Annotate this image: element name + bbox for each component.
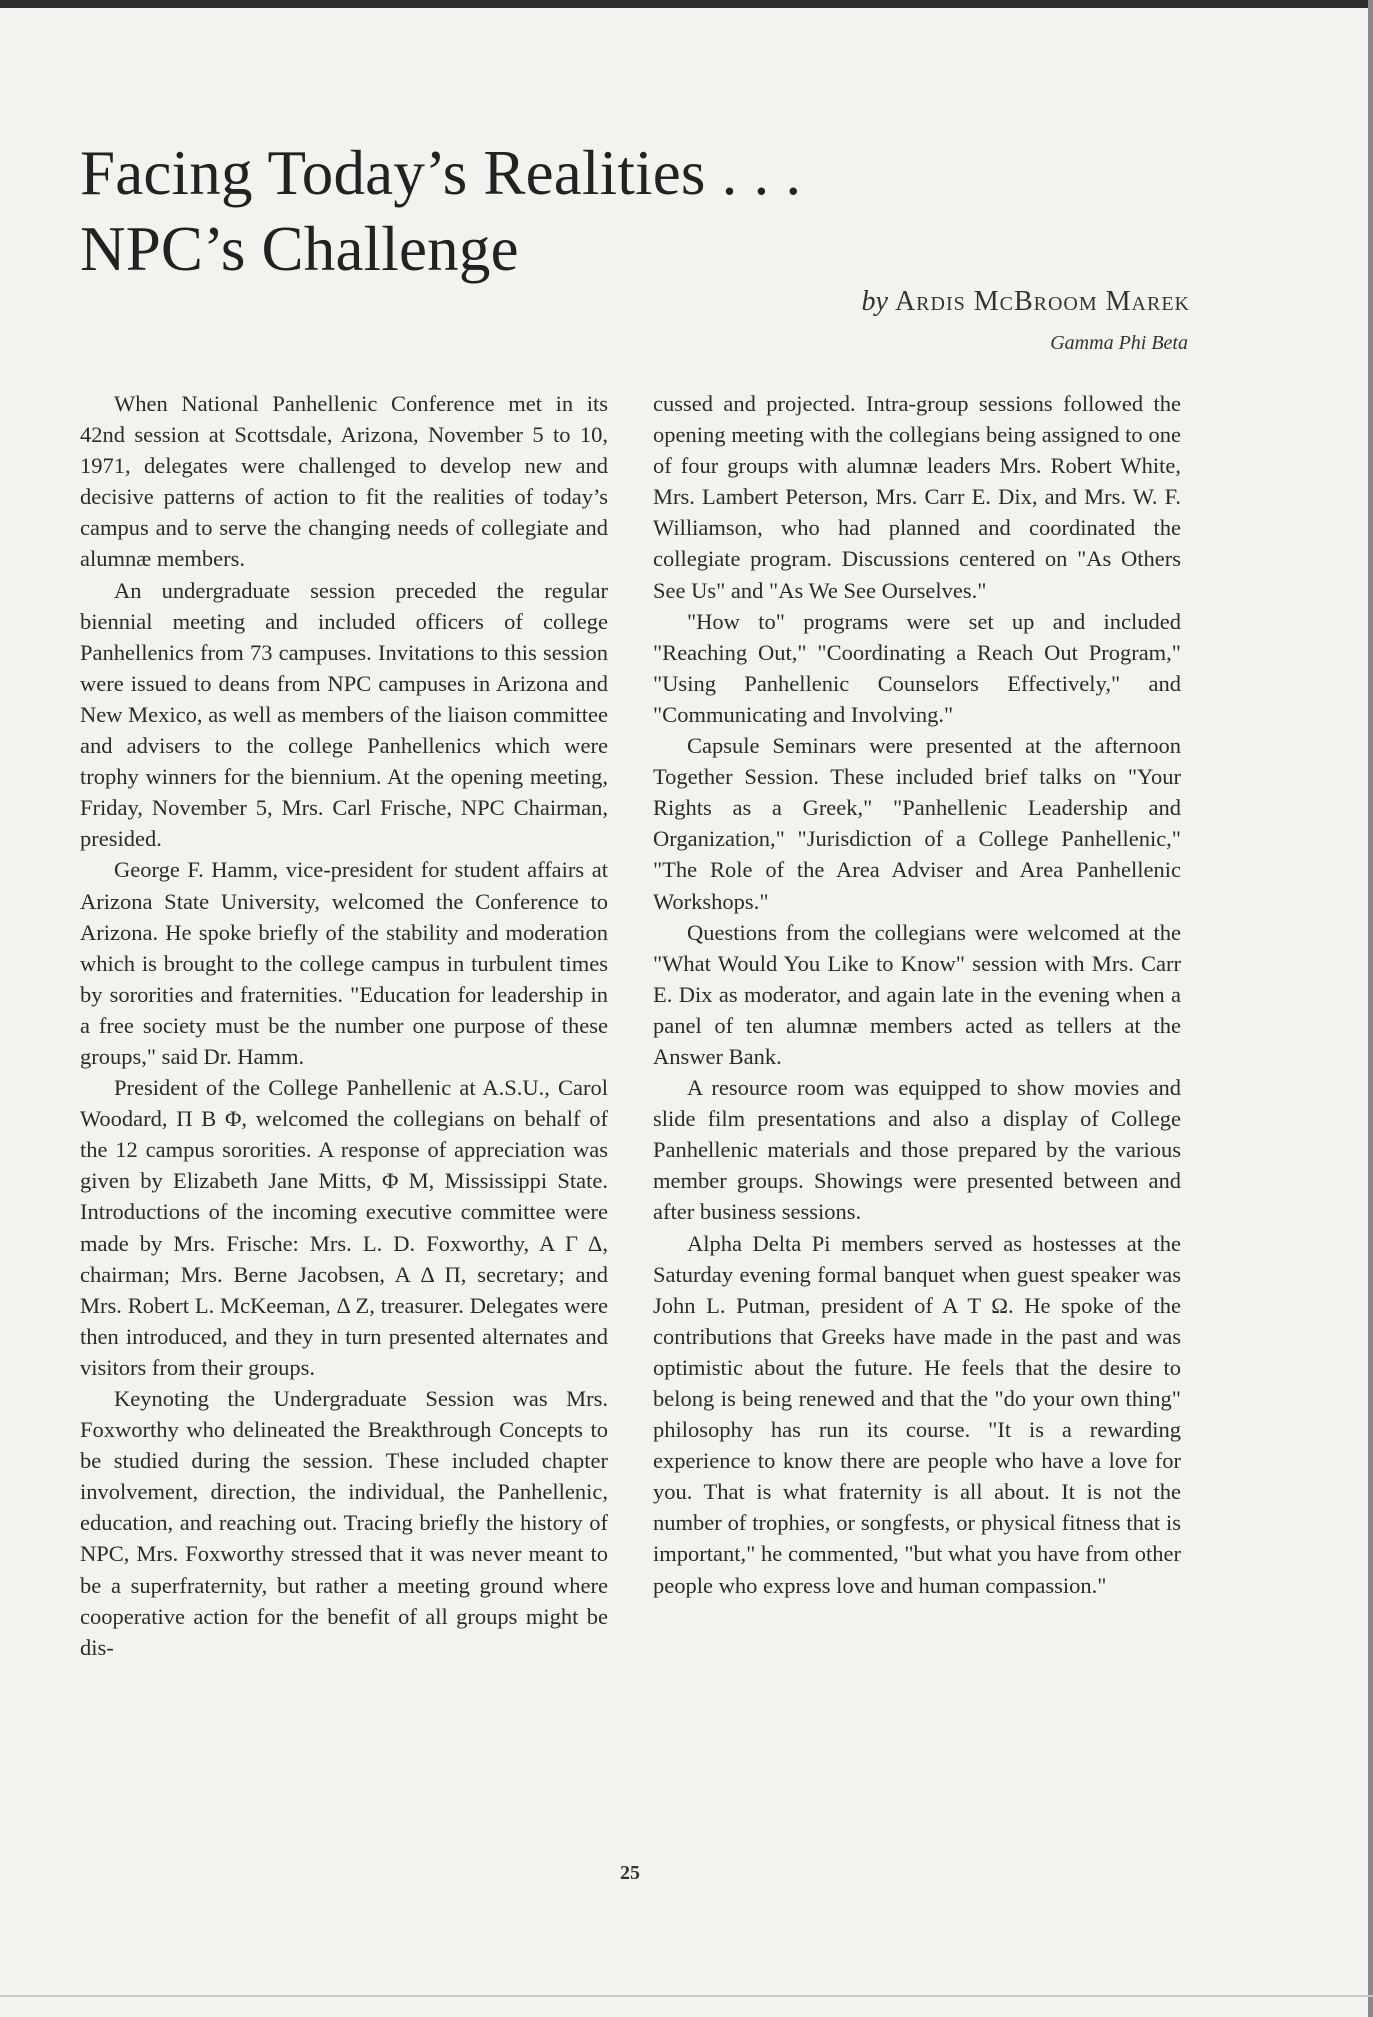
- page-top-border: [0, 0, 1373, 8]
- page-right-edge: [1368, 0, 1373, 2017]
- paragraph: George F. Hamm, vice-president for student affairs at Arizona State University, welcomed the Conference to Arizona. He spoke briefly of the stability and moderation which is brought to the college campus in turbulent times by sororities and fraternities. "Education for leadership in a free society must be the number one purpose of these groups," said Dr. Hamm.: [80, 857, 608, 1069]
- paragraph: Capsule Seminars were presented at the afternoon Together Session. These included brief talks on "Your Rights as a Greek," "Panhellenic Leadership and Organization," "Jurisdiction of a College Panhellenic," "The Role of the Area Adviser and Area Panhellenic Workshops.": [653, 733, 1181, 914]
- article-column-left: [80, 388, 608, 1663]
- paragraph: Questions from the collegians were welcomed at the "What Would You Like to Know" session with Mrs. Carr E. Dix as moderator, and again late in the evening when a panel of ten alumnæ members acted as tellers at the Answer Bank.: [653, 919, 1181, 1069]
- article-column-right: [653, 388, 1181, 1601]
- author-name: Ardis McBroom Marek: [894, 286, 1190, 317]
- title-line-2: NPC’s Challenge: [80, 214, 519, 284]
- paragraph: "How to" programs were set up and included "Reaching Out," "Coordinating a Reach Out Program," "Using Panhellenic Counselors Effectively," and "Communicating and Involving.": [653, 608, 1181, 727]
- page-number: 25: [620, 1862, 640, 1884]
- byline-prefix: by: [861, 286, 888, 317]
- title-line-1: Facing Today’s Realities . . .: [80, 138, 802, 208]
- paragraph-continued: cussed and projected. Intra-group sessions followed the opening meeting with the collegians being assigned to one of four groups with alumnæ leaders Mrs. Robert White, Mrs. Lambert Peterson, Mrs. Carr E. Dix, and Mrs. W. F. Williamson, who had planned and coordinated the collegiate program. Discussions centered on "As Others See Us" and "As We See Ourselves.": [653, 391, 1181, 603]
- bottom-rule: [0, 1995, 1373, 1997]
- paragraph: When National Panhellenic Conference met in its 42nd session at Scottsdale, Arizona, November 5 to 10, 1971, delegates were challenged to develop new and decisive patterns of action to fit the realities of today’s campus and to serve the changing needs of collegiate and alumnæ members.: [80, 391, 608, 572]
- paragraph: A resource room was equipped to show movies and slide film presentations and also a display of College Panhellenic materials and those prepared by the various member groups. Showings were presented between and after business sessions.: [653, 1075, 1181, 1225]
- paragraph: Alpha Delta Pi members served as hostesses at the Saturday evening formal banquet when guest speaker was John L. Putman, president of A T Ω. He spoke of the contributions that Greeks have made in the past and was optimistic about the future. He feels that the desire to belong is being renewed and that the "do your own thing" philosophy has run its course. "It is a rewarding experience to know there are people who have a love for you. That is what fraternity is all about. It is not the number of trophies, or songfests, or physical fitness that is important," he commented, "but what you have from other people who express love and human compassion.": [653, 1230, 1181, 1598]
- byline: [862, 286, 1191, 318]
- paragraph: President of the College Panhellenic at A.S.U., Carol Woodard, Π Β Φ, welcomed the collegians on behalf of the 12 campus sororities. A response of appreciation was given by Elizabeth Jane Mitts, Φ M, Mississippi State. Introductions of the incoming executive committee were made by Mrs. Frische: Mrs. L. D. Foxworthy, A Γ Δ, chairman; Mrs. Berne Jacobsen, A Δ Π, secretary; and Mrs. Robert L. McKeeman, Δ Z, treasurer. Delegates were then introduced, and they in turn presented alternates and visitors from their groups.: [80, 1075, 608, 1380]
- author-affiliation: Gamma Phi Beta: [1050, 332, 1188, 354]
- paragraph: An undergraduate session preceded the regular biennial meeting and included officers of college Panhellenics from 73 campuses. Invitations to this session were issued to deans from NPC campuses in Arizona and New Mexico, as well as members of the liaison committee and advisers to the college Panhellenics which were trophy winners for the biennium. At the opening meeting, Friday, November 5, Mrs. Carl Frische, NPC Chairman, presided.: [80, 577, 608, 852]
- article-title: [80, 135, 801, 287]
- paragraph: Keynoting the Undergraduate Session was Mrs. Foxworthy who delineated the Breakthrough Concepts to be studied during the session. These included chapter involvement, direction, the individual, the Panhellenic, education, and reaching out. Tracing briefly the history of NPC, Mrs. Foxworthy stressed that it was never meant to be a superfraternity, but rather a meeting ground where cooperative action for the benefit of all groups might be dis-: [80, 1386, 608, 1660]
